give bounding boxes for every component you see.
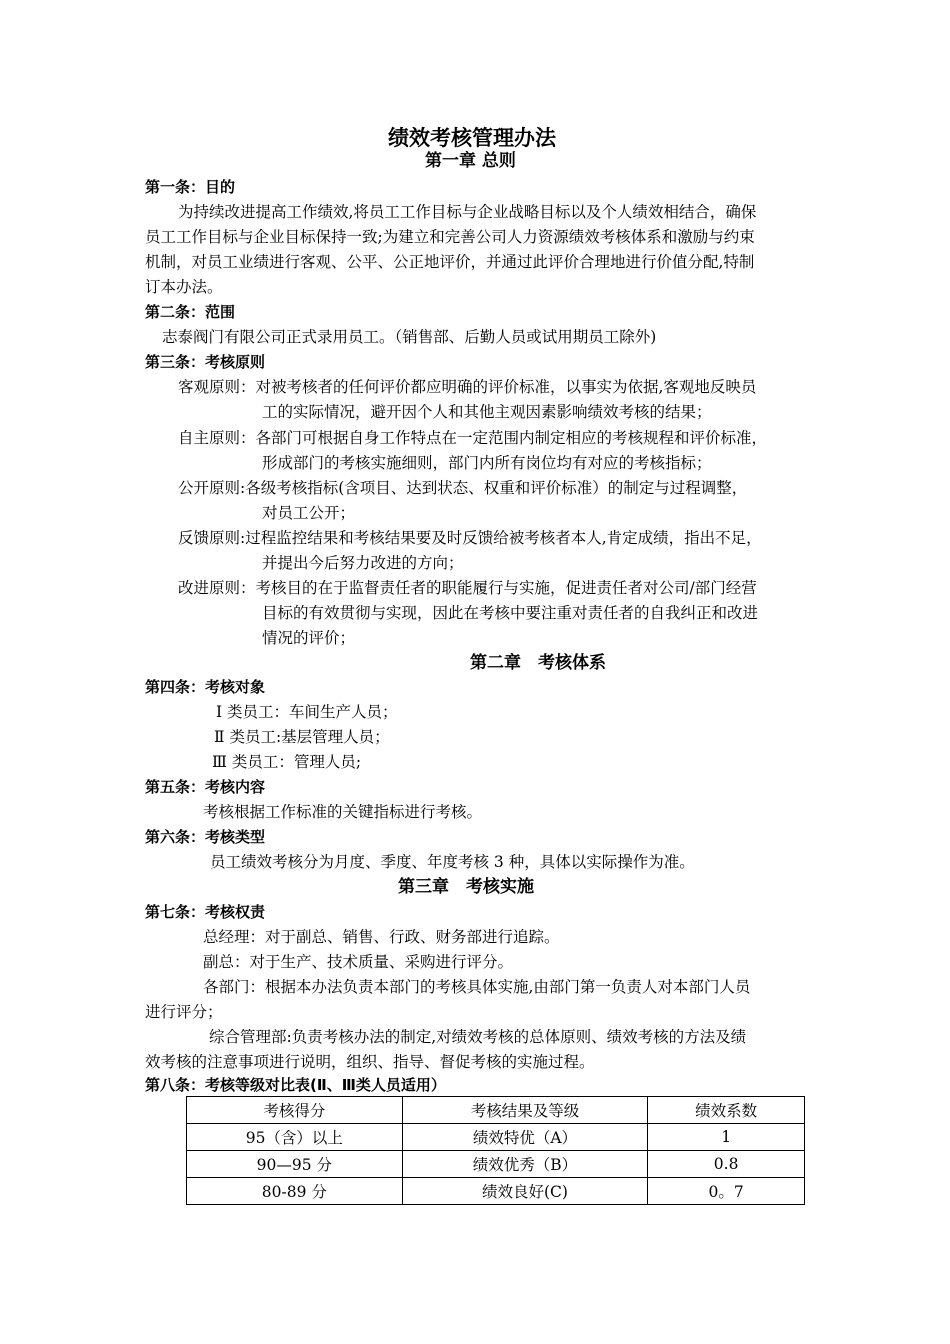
article-5-heading: 第五条：考核内容 — [145, 778, 266, 796]
principle-feedback: 反馈原则:过程监控结果和考核结果要及时反馈给被考核者本人,肯定成绩，指出不足， — [178, 529, 762, 547]
article-1-line: 为持续改进提高工作绩效,将员工工作目标与企业战略目标以及个人绩效相结合，确保 — [178, 203, 757, 221]
article-1-line: 员工工作目标与企业目标保持一致;为建立和完善公司人力资源绩效考核体系和激励与约束 — [145, 228, 755, 246]
chapter-2-heading: 第二章 考核体系 — [470, 653, 606, 673]
table-cell: 0.8 — [648, 1151, 805, 1178]
article-8-heading: 第八条：考核等级对比表(Ⅱ、Ⅲ类人员适用） — [145, 1076, 446, 1094]
principle-feedback-cont: 并提出今后努力改进的方向； — [262, 554, 464, 572]
article-5-text: 考核根据工作标准的关键指标进行考核。 — [203, 803, 483, 821]
article-6-heading: 第六条：考核类型 — [145, 828, 266, 846]
principle-improvement: 改进原则：考核目的在于监督责任者的职能履行与实施，促进责任者对公司/部门经营 — [178, 579, 757, 597]
principle-openness-cont: 对员工公开； — [262, 504, 356, 522]
table-cell: 绩效优秀（B） — [402, 1151, 648, 1178]
principle-autonomy: 自主原则：各部门可根据自身工作特点在一定范围内制定相应的考核规程和评价标准， — [178, 429, 768, 447]
employee-class-2: Ⅱ 类员工:基层管理人员； — [214, 728, 390, 746]
article-2-heading: 第二条：范围 — [145, 303, 236, 321]
grade-table — [186, 1096, 805, 1205]
table-row — [187, 1178, 805, 1205]
table-header-cell: 绩效系数 — [648, 1097, 805, 1124]
table-cell: 0。7 — [648, 1178, 805, 1205]
article-7-heading: 第七条：考核权责 — [145, 903, 266, 921]
table-cell: 绩效特优（A） — [402, 1124, 648, 1151]
employee-class-1: Ⅰ 类员工：车间生产人员； — [216, 703, 398, 721]
principle-objective: 客观原则：对被考核者的任何评价都应明确的评价标准，以事实为依据,客观地反映员 — [178, 378, 757, 396]
table-row — [187, 1151, 805, 1178]
principle-objective-cont: 工的实际情况，避开因个人和其他主观因素影响绩效考核的结果； — [262, 403, 712, 421]
article-2-text: 志泰阀门有限公司正式录用员工。（销售部、后勤人员或试用期员工除外) — [162, 328, 657, 346]
duty-general-manager: 总经理：对于副总、销售、行政、财务部进行追踪。 — [203, 928, 560, 946]
article-4-heading: 第四条：考核对象 — [145, 678, 266, 696]
principle-autonomy-cont: 形成部门的考核实施细则，部门内所有岗位均有对应的考核指标； — [262, 454, 712, 472]
principle-openness: 公开原则:各级考核指标(含项目、达到状态、权重和评价标准）的制定与过程调整， — [178, 479, 748, 497]
table-cell: 绩效良好(C) — [402, 1178, 648, 1205]
duty-deputy: 副总：对于生产、技术质量、采购进行评分。 — [203, 953, 514, 971]
chapter-3-heading: 第三章 考核实施 — [398, 877, 534, 897]
table-cell: 80-89 分 — [187, 1178, 403, 1205]
duty-departments-cont: 进行评分； — [145, 1003, 223, 1021]
table-cell: 95（含）以上 — [187, 1124, 403, 1151]
document-title: 绩效考核管理办法 — [388, 126, 556, 150]
article-1-line: 订本办法。 — [145, 278, 223, 296]
table-header-cell: 考核结果及等级 — [402, 1097, 648, 1124]
article-3-heading: 第三条：考核原则 — [145, 353, 266, 371]
article-1-line: 机制，对员工业绩进行客观、公平、公正地评价，并通过此评价合理地进行价值分配,特制 — [145, 253, 755, 271]
principle-improvement-cont: 目标的有效贯彻与实现，因此在考核中要注重对责任者的自我纠正和改进 — [262, 604, 759, 622]
duty-admin-dept-cont: 效考核的注意事项进行说明，组织、指导、督促考核的实施过程。 — [145, 1053, 595, 1071]
article-1-heading: 第一条：目的 — [145, 178, 236, 196]
table-cell: 90—95 分 — [187, 1151, 403, 1178]
article-6-text: 员工绩效考核分为月度、季度、年度考核 3 种，具体以实际操作为准。 — [210, 853, 695, 871]
duty-departments: 各部门：根据本办法负责本部门的考核具体实施,由部门第一负责人对本部门人员 — [203, 978, 751, 996]
employee-class-3: Ⅲ 类员工：管理人员; — [212, 753, 362, 771]
principle-improvement-cont: 情况的评价； — [262, 629, 356, 647]
duty-admin-dept: 综合管理部:负责考核办法的制定,对绩效考核的总体原则、绩效考核的方法及绩 — [209, 1028, 747, 1046]
table-cell: 1 — [648, 1124, 805, 1151]
table-header-cell: 考核得分 — [187, 1097, 403, 1124]
table-row — [187, 1124, 805, 1151]
chapter-1-heading: 第一章 总则 — [425, 151, 516, 171]
table-header-row — [187, 1097, 805, 1124]
